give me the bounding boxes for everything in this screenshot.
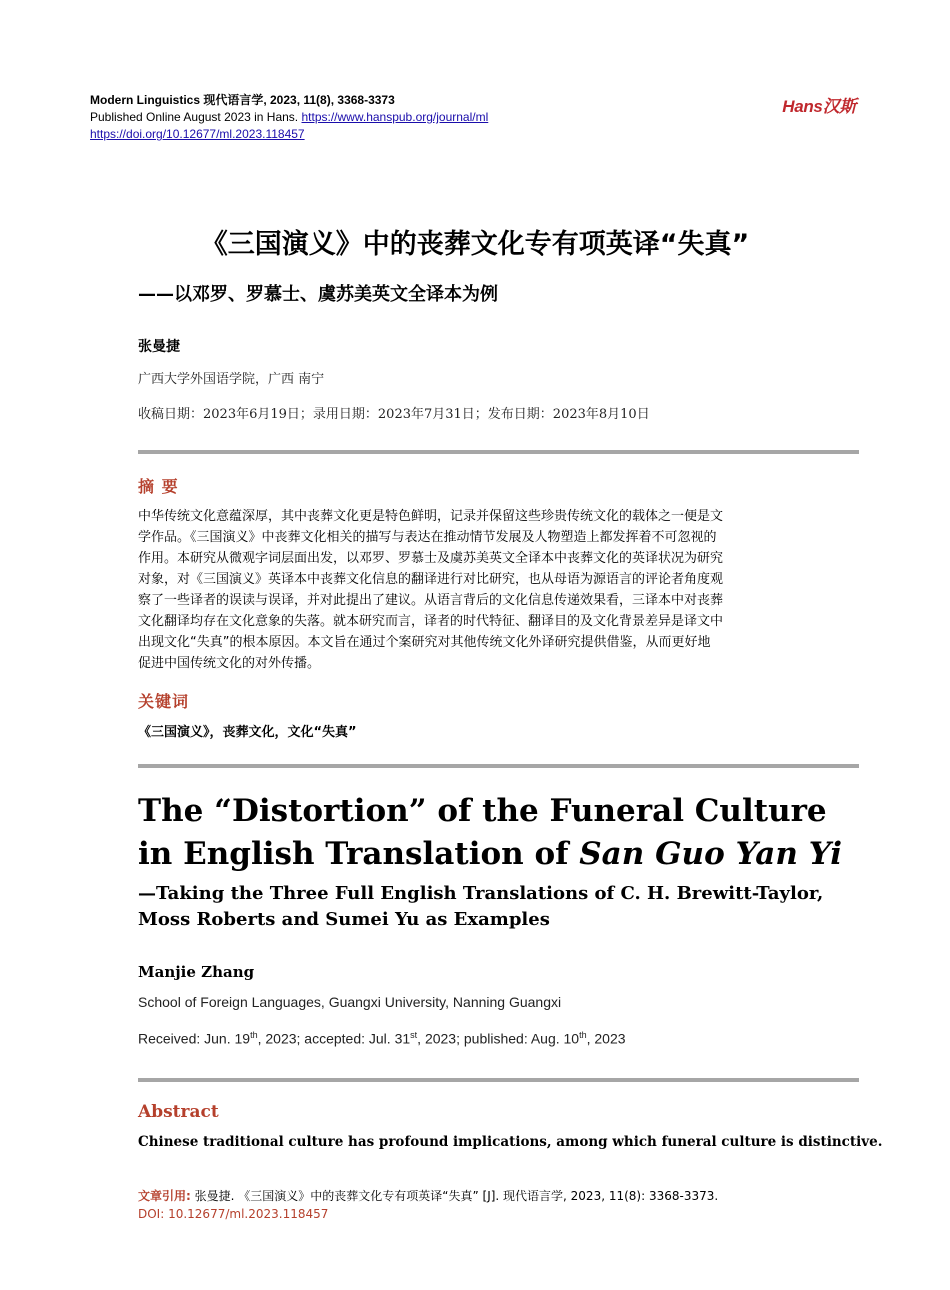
abstract-line: 中华传统文化意蕴深厚，其中丧葬文化更是特色鲜明，记录并保留这些珍贵传统文化的载体之一便是文	[138, 509, 724, 524]
divider-rule	[138, 764, 859, 768]
published-sup: th	[579, 1030, 587, 1040]
abstract-line: 察了一些译者的误读与误译，并对此提出了建议。从语言背后的文化信息传递效果看，三译本中对丧葬	[138, 593, 724, 608]
abstract-line: 作用。本研究从微观字词层面出发，以邓罗、罗慕士及虞苏美英文全译本中丧葬文化的英译状况为研究	[138, 551, 724, 566]
english-title-prefix: in English Translation of	[138, 836, 580, 872]
abstract-line: 对象，对《三国演义》英译本中丧葬文化信息的翻译进行对比研究，也从母语为源语言的评论者角度观	[138, 572, 724, 587]
chinese-abstract	[138, 506, 859, 674]
chinese-keywords-heading: 关键词	[138, 692, 190, 711]
published-line	[90, 109, 488, 126]
abstract-line: 文化翻译均存在文化意象的失落。就本研究而言，译者的时代特征、翻译目的及文化背景差异是译文中	[138, 614, 724, 629]
abstract-line: 促进中国传统文化的对外传播。	[138, 656, 321, 671]
english-subtitle	[138, 881, 823, 933]
english-title-line2	[138, 833, 842, 876]
divider-rule	[138, 1078, 859, 1082]
english-affiliation: School of Foreign Languages, Guangxi University, Nanning Guangxi	[138, 994, 562, 1010]
english-title	[138, 790, 842, 876]
chinese-dates: 收稿日期：2023年6月19日；录用日期：2023年7月31日；发布日期：2023年8月10日	[138, 407, 650, 422]
english-abstract: Chinese traditional culture has profound implications, among which funeral culture is distinctive.	[138, 1134, 883, 1150]
chinese-keywords: 《三国演义》，丧葬文化，文化“失真”	[138, 725, 357, 740]
citation-doi[interactable]: DOI: 10.12677/ml.2023.118457	[138, 1207, 329, 1221]
chinese-abstract-heading: 摘 要	[138, 477, 179, 496]
journal-citation: Modern Linguistics 现代语言学, 2023, 11(8), 3368-3373	[90, 93, 395, 107]
chinese-affiliation: 广西大学外国语学院，广西 南宁	[138, 372, 325, 387]
chinese-subtitle: ——以邓罗、罗慕士、虞苏美英文全译本为例	[138, 284, 498, 305]
accepted-sup: st	[410, 1030, 418, 1040]
english-subtitle-line1: —Taking the Three Full English Translations of C. H. Brewitt-Taylor,	[138, 883, 824, 904]
divider-rule	[138, 450, 859, 454]
citation-text: 张曼捷. 《三国演义》中的丧葬文化专有项英译“失真” [J]. 现代语言学, 2023, 11(8): 3368-3373.	[190, 1189, 719, 1203]
journal-header	[90, 92, 488, 143]
accepted-date: , 2023; accepted: Jul. 31	[257, 1030, 411, 1047]
abstract-line: 学作品。《三国演义》中丧葬文化相关的描写与表达在推动情节发展及人物塑造上都发挥着不可忽视的	[138, 530, 717, 545]
published-text: Published Online August 2023 in Hans.	[90, 110, 299, 124]
citation-block	[138, 1187, 718, 1223]
citation-label: 文章引用:	[138, 1189, 191, 1203]
english-title-line1: The “Distortion” of the Funeral Culture	[138, 793, 827, 829]
doi-link[interactable]: https://doi.org/10.12677/ml.2023.118457	[90, 127, 305, 141]
abstract-line: 出现文化“失真”的根本原因。本文旨在通过个案研究对其他传统文化外译研究提供借鉴，从而更好地	[138, 635, 711, 650]
journal-url-link[interactable]: https://www.hanspub.org/journal/ml	[301, 110, 489, 124]
english-subtitle-line2: Moss Roberts and Sumei Yu as Examples	[138, 909, 550, 930]
received-date: Received: Jun. 19	[138, 1030, 251, 1047]
chinese-title: 《三国演义》中的丧葬文化专有项英译“失真”	[200, 229, 750, 260]
dates-year: , 2023	[586, 1030, 626, 1047]
chinese-author: 张曼捷	[138, 339, 180, 355]
published-date: , 2023; published: Aug. 10	[417, 1030, 580, 1047]
hans-logo: Hans汉斯	[782, 97, 856, 116]
received-sup: th	[250, 1030, 258, 1040]
english-dates	[138, 1030, 626, 1047]
english-title-italic: San Guo Yan Yi	[579, 836, 843, 872]
english-author: Manjie Zhang	[138, 963, 255, 981]
english-abstract-heading: Abstract	[138, 1102, 219, 1122]
